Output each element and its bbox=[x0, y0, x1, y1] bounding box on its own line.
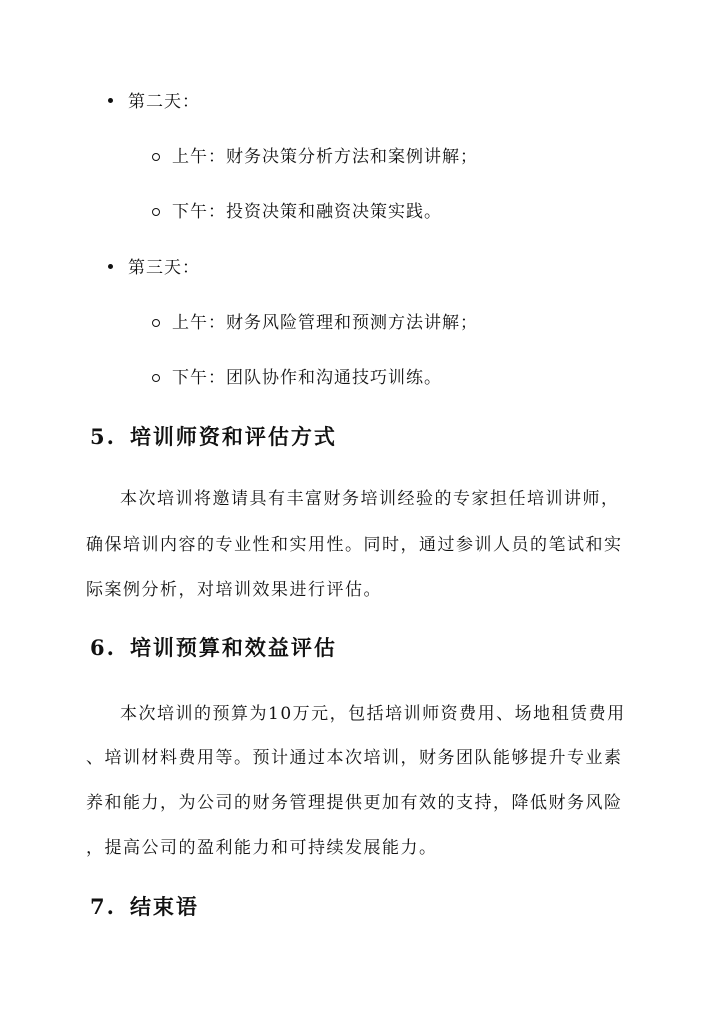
paragraph-line: ，提高公司的盈利能力和可持续发展能力。 bbox=[86, 838, 438, 858]
section-title: 结束语 bbox=[129, 894, 199, 919]
section-title: 培训预算和效益评估 bbox=[129, 635, 337, 660]
section-number: 5. bbox=[90, 424, 116, 449]
hollow-bullet-icon bbox=[152, 208, 160, 216]
schedule-day2-item-text: 上午：财务决策分析方法和案例讲解； bbox=[172, 147, 478, 167]
schedule-day3 bbox=[108, 256, 200, 280]
section-number: 7. bbox=[90, 894, 116, 919]
section-title: 培训师资和评估方式 bbox=[129, 424, 337, 449]
schedule-day3-item bbox=[152, 366, 442, 390]
schedule-day2-item bbox=[152, 200, 442, 224]
schedule-day2 bbox=[108, 90, 200, 114]
schedule-day2-label: 第二天： bbox=[128, 92, 200, 112]
paragraph-line: 养和能力，为公司的财务管理提供更加有效的支持，降低财务风险 bbox=[86, 793, 623, 813]
bullet-icon bbox=[108, 264, 113, 269]
paragraph-line: 本次培训的预算为10万元，包括培训师资费用、场地租赁费用 bbox=[120, 704, 626, 724]
paragraph-line: 本次培训将邀请具有丰富财务培训经验的专家担任培训讲师， bbox=[120, 489, 620, 509]
section-heading bbox=[90, 422, 337, 452]
schedule-day2-item-text: 下午：投资决策和融资决策实践。 bbox=[172, 202, 442, 222]
hollow-bullet-icon bbox=[152, 153, 160, 161]
bullet-icon bbox=[108, 98, 113, 103]
section-heading bbox=[90, 892, 199, 922]
hollow-bullet-icon bbox=[152, 374, 160, 382]
schedule-day3-item bbox=[152, 311, 478, 335]
section-number: 6. bbox=[90, 635, 116, 660]
paragraph-line: 、培训材料费用等。预计通过本次培训，财务团队能够提升专业素 bbox=[86, 748, 623, 768]
section-heading bbox=[90, 633, 337, 663]
schedule-day3-label: 第三天： bbox=[128, 258, 200, 278]
schedule-day3-item-text: 下午：团队协作和沟通技巧训练。 bbox=[172, 368, 442, 388]
schedule-day3-item-text: 上午：财务风险管理和预测方法讲解； bbox=[172, 313, 478, 333]
schedule-day2-item bbox=[152, 145, 478, 169]
hollow-bullet-icon bbox=[152, 319, 160, 327]
paragraph-line: 确保培训内容的专业性和实用性。同时，通过参训人员的笔试和实 bbox=[86, 535, 623, 555]
paragraph-line: 际案例分析，对培训效果进行评估。 bbox=[86, 580, 382, 600]
